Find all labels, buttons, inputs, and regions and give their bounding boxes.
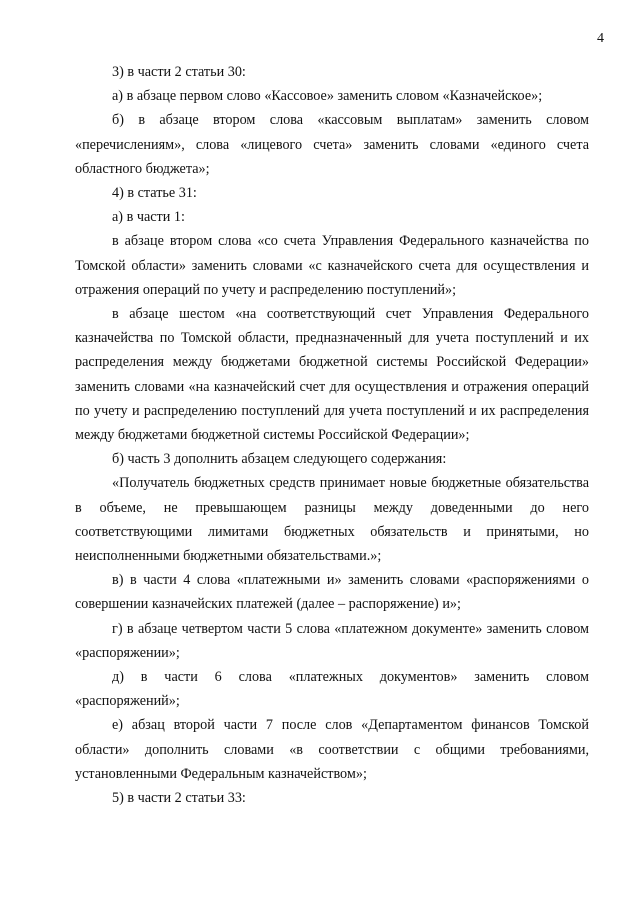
paragraph-subitem-a-kassovoe: а) в абзаце первом слово «Кассовое» заменить словом «Казначейское»; xyxy=(112,88,543,105)
paragraph-subitem-b-part-3: б) часть 3 дополнить абзацем следующего содержания: xyxy=(112,451,447,468)
paragraph-second-abzac: в абзаце втором слова «со счета Управления Федерального казначейства по Томской области» заменить словами «с казначейского счета для осуществления и отражения операций по учету и распределению поступлений»; xyxy=(75,233,589,298)
paragraph-subitem-g-part-5: г) в абзаце четвертом части 5 слова «платежном документе» заменить словом «распоряжении»; xyxy=(75,620,589,661)
paragraph-subitem-v-part-4: в) в части 4 слова «платежными и» заменить словами «распоряжениями о совершении казначейских платежей (далее – распоряжение) и»; xyxy=(75,572,589,613)
document-body xyxy=(75,60,589,810)
paragraph-item-5-art-33: 5) в части 2 статьи 33: xyxy=(112,790,246,807)
paragraph-sixth-abzac: в абзаце шестом «на соответствующий счет Управления Федерального казначейства по Томской области, предназначенный для учета поступлений и их распределения между бюджетами бюджетной системы Российской Федерации» заменить словами «на казначейский счет для осуществления и отражения операций по учету и распределению поступлений для учета поступлений и их распределения между бюджетами бюджетной системы Российской Федерации»; xyxy=(75,306,589,444)
page-number: 4 xyxy=(597,31,604,46)
paragraph-quote-obligations: «Получатель бюджетных средств принимает новые бюджетные обязательства в объеме, не превышающем разницы между доведенными до него соответствующими лимитами бюджетных обязательств и принятыми, но неисполненными бюджетными обязательствами.»; xyxy=(75,475,589,565)
paragraph-subitem-a-part-1: а) в части 1: xyxy=(112,209,185,226)
paragraph-subitem-d-part-6: д) в части 6 слова «платежных документов» заменить словом «распоряжений»; xyxy=(75,669,589,710)
paragraph-subitem-e-part-7: е) абзац второй части 7 после слов «Департаментом финансов Томской области» дополнить словами «в соответствии с общими требованиями, установленными Федеральным казначейством»; xyxy=(75,717,589,782)
paragraph-subitem-b-kassovym: б) в абзаце втором слова «кассовым выплатам» заменить словом «перечислениям», слова «лицевого счета» заменить словами «единого счета областного бюджета»; xyxy=(75,112,589,177)
paragraph-item-4-art-31: 4) в статье 31: xyxy=(112,185,197,202)
paragraph-item-3-art-30: 3) в части 2 статьи 30: xyxy=(112,64,246,80)
